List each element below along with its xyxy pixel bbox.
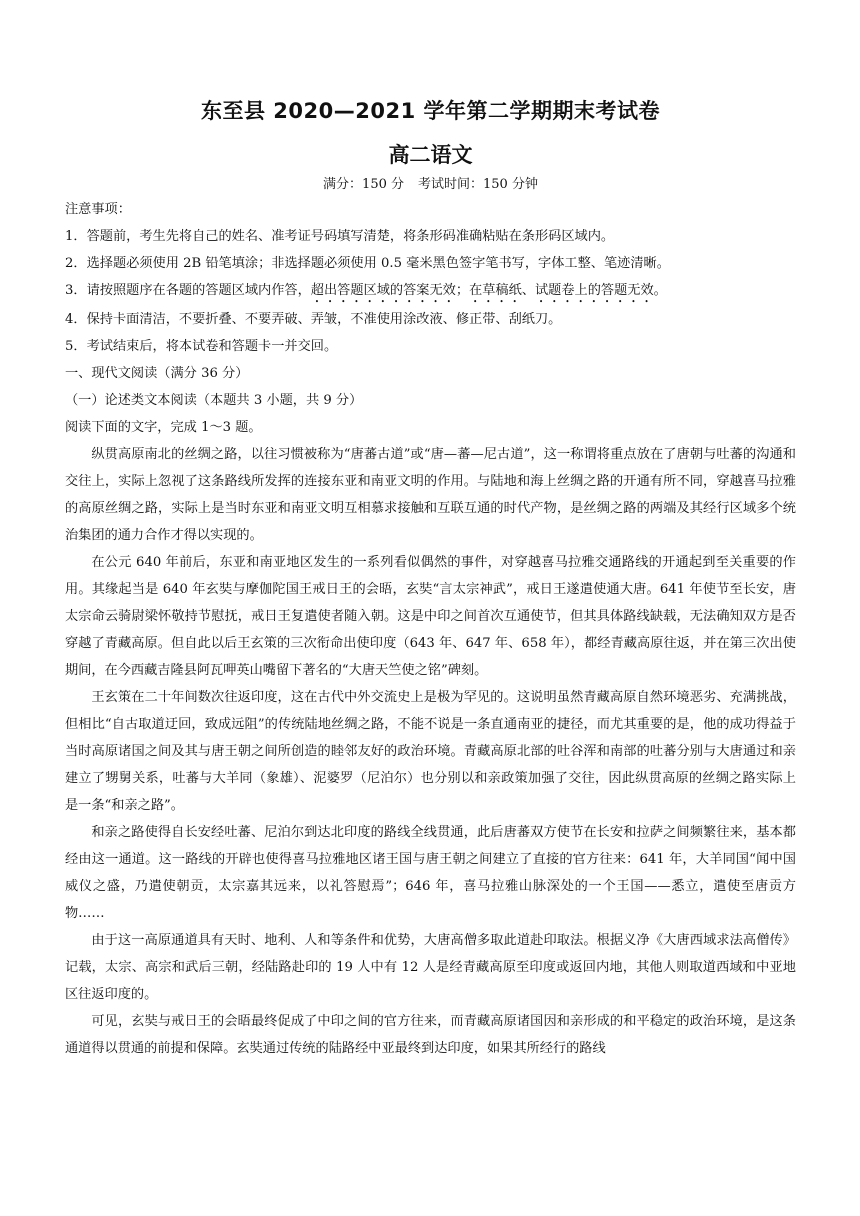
passage-paragraph: 可见，玄奘与戒日王的会晤最终促成了中印之间的官方往来，而青藏高原诸国因和亲形成的和平稳定的政治环境，是这条通道得以贯通的前提和保障。玄奘通过传统的陆路经中亚最终到达印度，如果其所经行的路线 bbox=[65, 1014, 796, 1056]
note-item-3-post: 。 bbox=[653, 283, 667, 298]
notes-heading: 注意事项： bbox=[65, 202, 131, 217]
note-item-3-pre: 3．请按照题序在各题的答题区域内作答， bbox=[65, 283, 311, 298]
passage-paragraph: 王玄策在二十年间数次往返印度，这在古代中外交流史上是极为罕见的。这说明虽然青藏高原自然环境恶劣、充满挑战，但相比“自古取道迂回，致成远阻”的传统陆地丝绸之路，不能不说是一条直通南亚的捷径，而尤其重要的是，他的成功得益于当时高原诸国之间及其与唐王朝之间所创造的睦邻友好的政治环境。青藏高原北部的吐谷浑和南部的吐蕃分别与大唐通过和亲建立了甥舅关系，吐蕃与大羊同（象雄）、泥婆罗（尼泊尔）也分别以和亲政策加强了交往，因此纵贯高原的丝绸之路实际上是一条“和亲之路”。 bbox=[65, 690, 796, 813]
reading-instruction: 阅读下面的文字，完成 1～3 题。 bbox=[65, 420, 262, 435]
section-heading: 一、现代文阅读（满分 36 分） bbox=[65, 366, 249, 381]
exam-title: 东至县 2020—2021 学年第二学期期末考试卷 bbox=[200, 99, 660, 123]
passage-paragraph: 纵贯高原南北的丝绸之路，以往习惯被称为“唐蕃古道”或“唐—蕃—尼古道”，这一称谓将重点放在了唐朝与吐蕃的沟通和交往上，实际上忽视了这条路线所发挥的连接东亚和南亚文明的作用。与陆地和海上丝绸之路的开通有所不同，穿越喜马拉雅的高原丝绸之路，实际上是当时东亚和南亚文明互相慕求接触和互联互通的时代产物，是丝绸之路的两端及其经行区域多个统治集团的通力合作才得以实现的。 bbox=[65, 447, 796, 543]
passage-paragraph: 由于这一高原通道具有天时、地利、人和等条件和优势，大唐高僧多取此道赴印取法。根据义净《大唐西域求法高僧传》记载，太宗、高宗和武后三朝，经陆路赴印的 19 人中有 12 人是经青藏高原至印度或返回内地，其他人则取道西域和中亚地区往返印度的。 bbox=[65, 933, 796, 1002]
note-item: 5．考试结束后，将本试卷和答题卡一并交回。 bbox=[65, 339, 338, 354]
exam-meta bbox=[65, 174, 796, 196]
full-score: 满分：150 分 bbox=[323, 177, 404, 192]
note-item: 2．选择题必须使用 2B 铅笔填涂；非选择题必须使用 0.5 毫米黑色签字笔书写，字体工整、笔迹清晰。 bbox=[65, 256, 670, 271]
subsection-heading: （一）论述类文本阅读（本题共 3 小题，共 9 分） bbox=[65, 393, 363, 408]
exam-subtitle: 高二语文 bbox=[388, 143, 473, 167]
passage-paragraph: 在公元 640 年前后，东亚和南亚地区发生的一系列看似偶然的事件，对穿越喜马拉雅交通路线的开通起到至关重要的作用。其缘起当是 640 年玄奘与摩伽陀国王戒日王的会晤，玄奘“言太宗神武”，戒日王遂遣使通大唐。641 年使节至长安，唐太宗命云骑尉梁怀敬持节慰抚，戒日王复遣使者随入朝。这是中印之间首次互通使节，但其具体路线缺载，无法确知双方是否穿越了青藏高原。但自此以后王玄策的三次衔命出使印度（643 年、647 年、658 年），都经青藏高原往返，并在第三次出使期间，在今西藏吉隆县阿瓦呷英山嘴留下著名的“大唐天竺使之铭”碑刻。 bbox=[65, 555, 796, 678]
exam-time: 考试时间：150 分钟 bbox=[418, 177, 538, 192]
passage-paragraph: 和亲之路使得自长安经吐蕃、尼泊尔到达北印度的路线全线贯通，此后唐蕃双方使节在长安和拉萨之间频繁往来，基本都经由这一通道。这一路线的开辟也使得喜马拉雅地区诸王国与唐王朝之间建立了直接的官方往来：641 年，大羊同国“闻中国威仪之盛，乃遣使朝贡，太宗嘉其远来，以礼答慰焉”；646 年，喜马拉雅山脉深处的一个王国——悉立，遣使至唐贡方物…… bbox=[65, 825, 796, 921]
note-item-3-emphasis: 超出答题区域的答案无效；在草稿纸、试题卷上的答题无效 bbox=[310, 283, 654, 298]
note-item-3 bbox=[65, 277, 796, 306]
note-item: 1．答题前，考生先将自己的姓名、准考证号码填写清楚，将条形码准确粘贴在条形码区域内。 bbox=[65, 229, 615, 244]
note-item: 4．保持卡面清洁，不要折叠、不要弄破、弄皱，不准使用涂改液、修正带、刮纸刀。 bbox=[65, 312, 562, 327]
